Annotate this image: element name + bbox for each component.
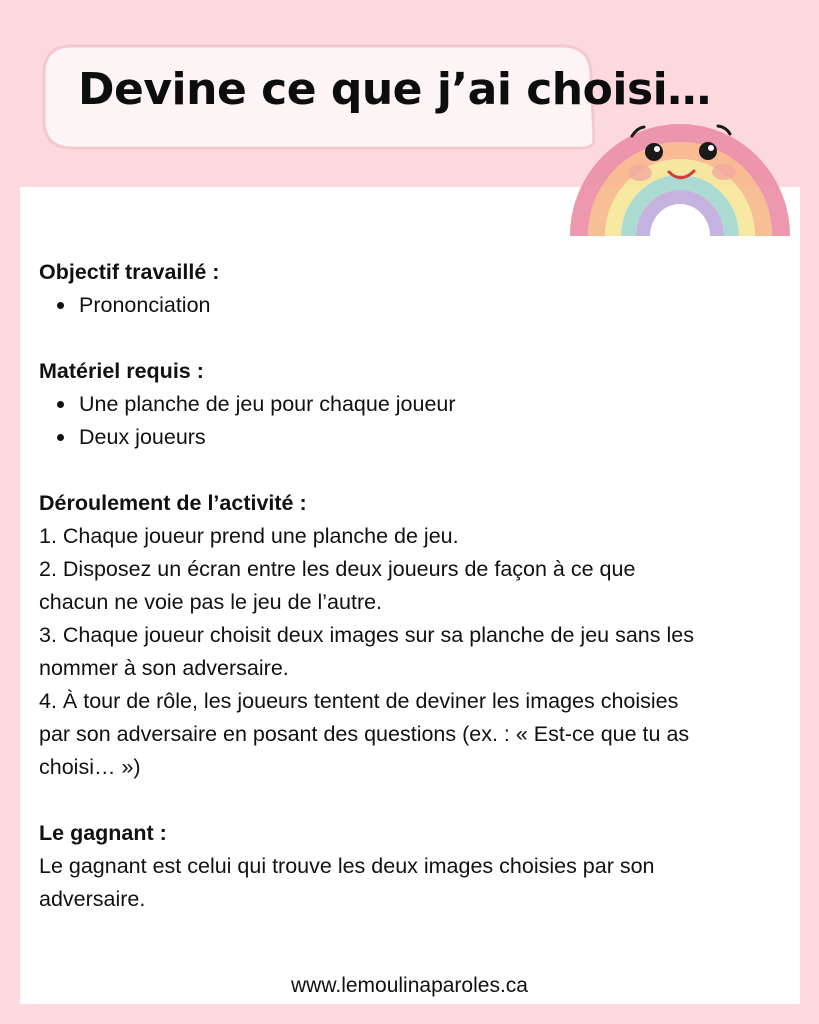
step-line: 2. Disposez un écran entre les deux joueurs de façon à ce que — [39, 557, 636, 581]
objectif-heading: Objectif travaillé : — [39, 260, 220, 284]
step-line: nommer à son adversaire. — [39, 656, 289, 680]
list-item: Prononciation — [39, 289, 779, 322]
title-speech-bubble — [42, 44, 711, 152]
smiling-rainbow-icon — [564, 100, 796, 240]
step-line: 4. À tour de rôle, les joueurs tentent de deviner les images choisies — [39, 689, 679, 713]
materiel-heading: Matériel requis : — [39, 359, 204, 383]
materiel-list — [39, 388, 779, 454]
website-url: www.lemoulinaparoles.ca — [291, 974, 528, 997]
step-line: 3. Chaque joueur choisit deux images sur sa planche de jeu sans les — [39, 623, 694, 647]
page-title: Devine ce que j’ai choisi… — [78, 64, 711, 115]
list-item: Une planche de jeu pour chaque joueur — [39, 388, 779, 421]
gagnant-heading: Le gagnant : — [39, 821, 167, 845]
list-item: Deux joueurs — [39, 421, 779, 454]
deroulement-heading: Déroulement de l’activité : — [39, 491, 307, 515]
activity-content — [39, 256, 779, 916]
step-line: chacun ne voie pas le jeu de l’autre. — [39, 590, 383, 614]
step-line: 1. Chaque joueur prend une planche de jeu. — [39, 524, 459, 548]
objectif-list — [39, 289, 779, 322]
step-line: par son adversaire en posant des questions (ex. : « Est-ce que tu as — [39, 722, 690, 746]
gagnant-line: adversaire. — [39, 887, 146, 911]
step-line: choisi… ») — [39, 755, 141, 779]
gagnant-line: Le gagnant est celui qui trouve les deux images choisies par son — [39, 854, 655, 878]
